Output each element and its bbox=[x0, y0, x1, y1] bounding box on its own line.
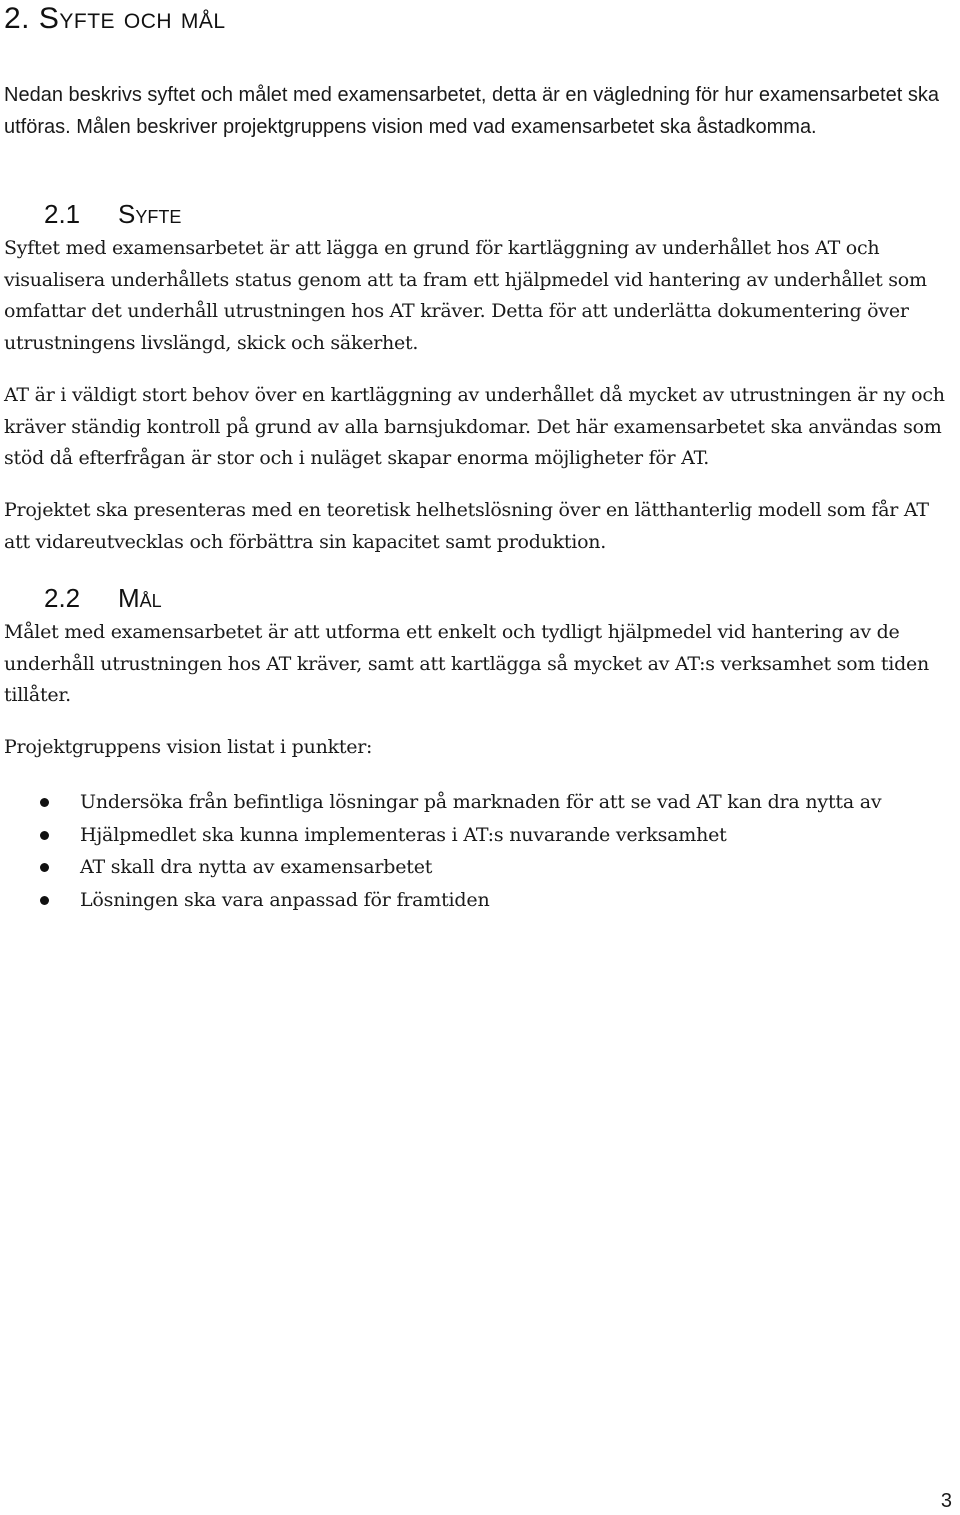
section-number: 2.1 bbox=[44, 199, 81, 229]
list-item bbox=[0, 786, 881, 819]
syfte-paragraph-1: Syftet med examensarbetet är att lägga en grund för kartläggning av underhållet hos AT och visualisera underhållets status genom att ta fram ett hjälpmedel vid hantering av underhållet som omfattar det underhåll utrustningen hos AT kräver. Detta för att underlätta dokumentering över utrustningens livslängd, skick och säkerhet. bbox=[4, 237, 927, 354]
bullet-icon bbox=[40, 863, 49, 872]
vision-intro: Projektgruppens vision listat i punkter: bbox=[4, 736, 373, 758]
bullet-icon bbox=[40, 896, 49, 905]
page-number: 3 bbox=[940, 1490, 952, 1512]
intro-paragraph: Nedan beskrivs syftet och målet med examensarbetet, detta är en vägledning för hur examensarbetet ska utföras. Målen beskriver projektgruppens vision med vad examensarbetet ska åstadkomma. bbox=[4, 84, 939, 138]
bullet-icon bbox=[40, 831, 49, 840]
list-item-text: Undersöka från befintliga lösningar på marknaden för att se vad AT kan dra nytta av bbox=[80, 791, 882, 813]
list-item-text: AT skall dra nytta av examensarbetet bbox=[80, 856, 433, 878]
bullet-icon bbox=[40, 798, 49, 807]
section-heading-mal bbox=[44, 581, 162, 615]
section-title: Syfte bbox=[118, 199, 182, 229]
list-item-text: Hjälpmedlet ska kunna implementeras i AT:s nuvarande verksamhet bbox=[80, 823, 727, 846]
section-heading-syfte bbox=[44, 197, 181, 231]
syfte-paragraph-3: Projektet ska presenteras med en teoretisk helhetslösning över en lätthanterlig modell som får AT att vidareutvecklas och förbättra sin kapacitet samt produktion. bbox=[4, 499, 929, 553]
section-title: Mål bbox=[118, 583, 162, 613]
section-number: 2.2 bbox=[44, 583, 81, 613]
chapter-heading bbox=[4, 0, 226, 38]
list-item bbox=[0, 819, 881, 852]
list-item bbox=[0, 884, 881, 917]
list-item bbox=[0, 851, 881, 884]
chapter-title: Syfte och mål bbox=[38, 2, 226, 35]
list-item-text: Lösningen ska vara anpassad för framtiden bbox=[80, 888, 490, 911]
mal-paragraph-1: Målet med examensarbetet är att utforma ett enkelt och tydligt hjälpmedel vid hantering av de underhåll utrustningen hos AT kräver, samt att kartlägga så mycket av AT:s verksamhet som tiden tillåter. bbox=[4, 621, 930, 706]
vision-list bbox=[0, 786, 881, 916]
syfte-paragraph-2: AT är i väldigt stort behov över en kartläggning av underhållet då mycket av utrustningen är ny och kräver ständig kontroll på grund av alla barnsjukdomar. Det här examensarbetet ska användas som stöd då efterfrågan är stor och i nuläget skapar enorma möjligheter för AT. bbox=[4, 384, 945, 469]
chapter-number: 2. bbox=[4, 2, 31, 35]
